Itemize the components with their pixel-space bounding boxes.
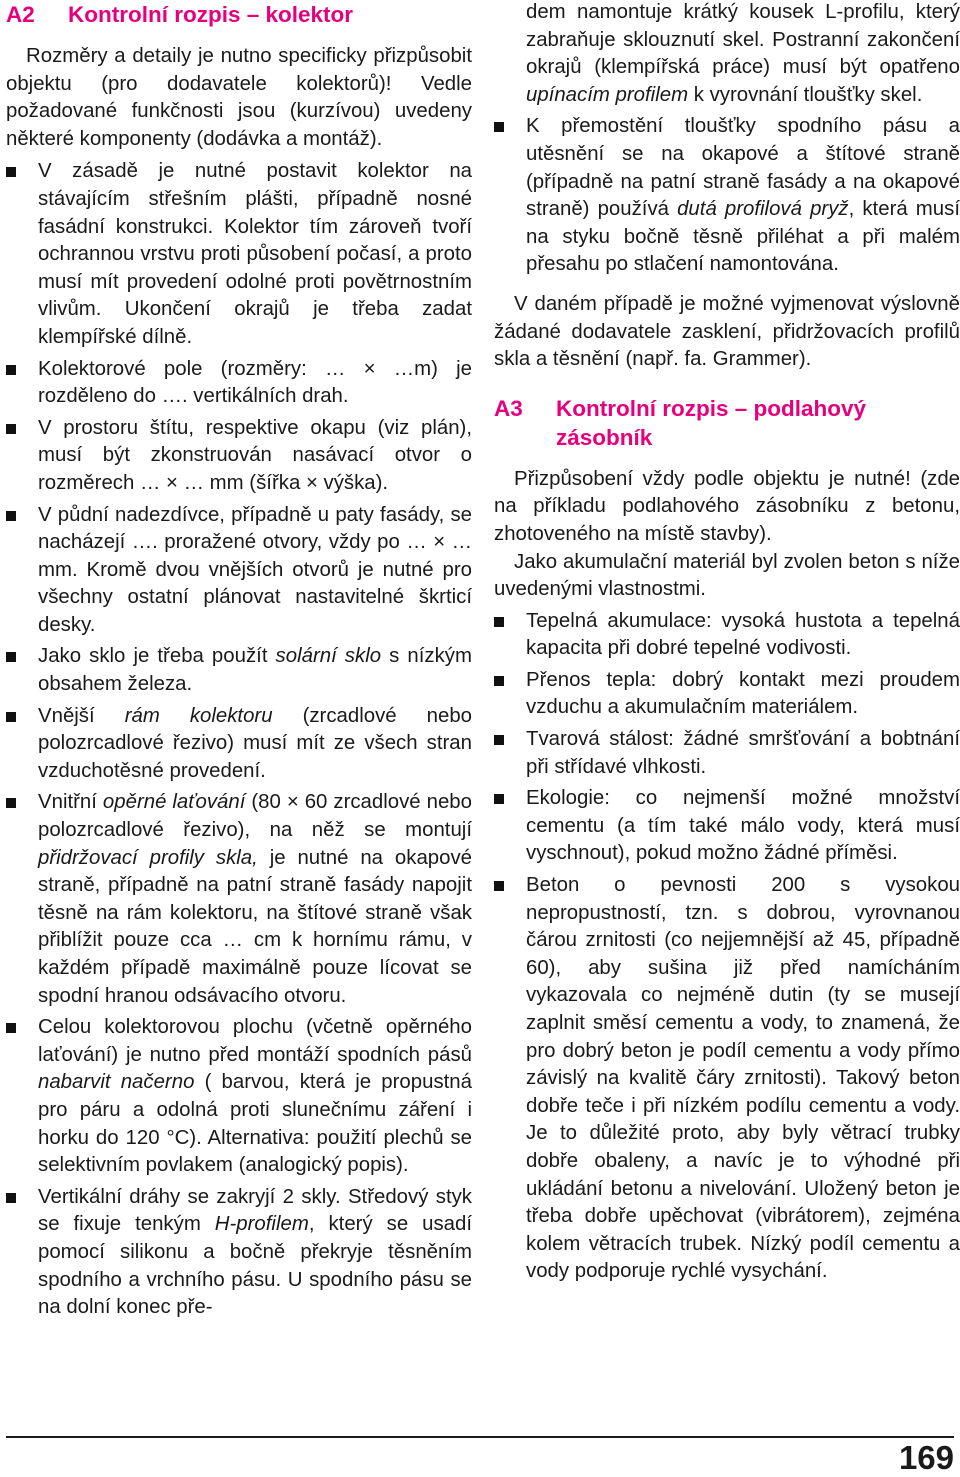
text-run: je nutné na okapové straně, případně na patní straně fasády napojit těsně na rám kolektoru, na štítové straně však přiblížit pouze cca … cm k hornímu rámu, v každém případě maximálně pouze lícovat se spodní hranou odsávacího otvoru.	[38, 846, 472, 1007]
list-item-text: Ekologie: co nejmenší možné množství cementu (a tím také málo vody, která musí vyschnout), pokud možno žádné příměsi.	[526, 787, 960, 865]
supplier-paragraph: V daném případě je možné vyjmenovat výslovně žádané dodavatele zasklení, přidržovacích profilů skla a těsnění (např. fa. Grammer).	[494, 292, 960, 371]
list-item-text	[38, 705, 472, 782]
italic-term: přidržovací profily skla,	[38, 846, 258, 869]
list-item-text: Beton o pevnosti 200 s vysokou nepropustností, tzn. s dobrou, vyrovnanou čárou zrnitosti (co nejjemnější až 45, případně 60), aby sušina již před namícháním vykazovala co nejméně dutin (ty se musejí zaplnit směsí cementu a vody, to znamená, že pro dobrý beton je podíl cementu a vody přímo závislý na kvalitě čáry zrnitosti). Takový beton dobře teče i při nízkém podílu cementu a vody. Je to důležité proto, aby byly větrací trubky dobře obaleny, a navíc je to výhodné při ukládání betonu a nivelování. Uložený beton je třeba dobře upěchovat (vibrátorem), zejména kolem větracích trubek. Nízký podíl cementu a vody podporuje rychlé vysychání.	[526, 874, 960, 1283]
list-item-text: Kolektorové pole (rozměry: … × …m) je rozděleno do …. vertikálních drah.	[38, 357, 472, 408]
text-run: Vnější	[38, 704, 125, 727]
square-bullet-icon	[6, 365, 16, 375]
square-bullet-icon	[6, 167, 16, 177]
text-run: dem namontuje krátký kousek L-profilu, který zabraňuje sklouznutí skel. Postranní zakončení okrajů (klempířská práce) musí být opatřeno	[526, 1, 960, 79]
footer-divider	[6, 1436, 954, 1438]
section-heading-a2	[6, 0, 472, 29]
a2-bullet-list	[6, 158, 472, 1321]
text-run: (zrcadlové nebo polozrcadlové řezivo) musí mít ze všech stran vzduchotěsné provedení.	[38, 704, 472, 782]
text-run: K přemostění tloušťky spodního pásu a utěsnění se na okapové a štítové straně (případně na patní straně fasády a na okapové straně) používá	[526, 115, 960, 221]
section-heading-a3	[494, 394, 960, 452]
text-run: s nízkým obsahem železa.	[38, 645, 472, 696]
list-item-text	[38, 1186, 472, 1318]
intro-paragraph: Jako akumulační materiál byl zvolen beton s níže uvedenými vlastnostmi.	[494, 550, 960, 601]
square-bullet-icon	[6, 712, 16, 722]
text-run: , který se usadí pomocí silikonu a bočně překryje těsněním spodního a vrchního pásu. U spodního pásu se na dolní konec pře-	[38, 1213, 473, 1319]
italic-term: H-profilem	[214, 1213, 309, 1236]
a2-bullet-list-continued	[494, 113, 960, 279]
list-item	[6, 703, 472, 786]
section-title: Kontrolní rozpis – podlahový zásobník	[556, 395, 867, 450]
list-item-text: V prostoru štítu, respektive okapu (viz plán), musí být zkonstruován nasávací otvor o rozměrech … × … mm (šířka × výška).	[38, 416, 472, 494]
intro-paragraph: Rozměry a detaily je nutno specificky přizpůsobit objektu (pro dodavatele kolektorů)! Vedle požadované funkčnosti jsou (kurzívou) uvedeny některé komponenty (dodávka a montáž).	[6, 45, 472, 150]
list-item	[6, 789, 472, 1010]
list-item	[6, 1184, 472, 1322]
text-run: ( barvou, která je propustná pro páru a odolná proti slunečnímu záření i horku do 120 °C). Alternativa: použití plechů se selektivním povlakem (analogický popis).	[38, 1071, 472, 1177]
right-column	[494, 0, 960, 1290]
list-item	[494, 113, 960, 279]
page-number: 169	[898, 1439, 954, 1476]
text-run: Vnitřní	[38, 791, 103, 814]
list-item	[6, 356, 472, 411]
italic-term: nabarvit načerno	[38, 1071, 195, 1094]
square-bullet-icon	[6, 798, 16, 808]
list-item-text	[38, 645, 472, 695]
section-number: A3	[494, 395, 523, 421]
text-run: Vertikální dráhy se zakryjí 2 skly. Středový styk se fixuje tenkým	[38, 1185, 472, 1236]
section-number: A2	[6, 2, 35, 27]
square-bullet-icon	[494, 122, 504, 132]
square-bullet-icon	[494, 794, 504, 804]
italic-term: upínacím profilem	[526, 83, 689, 106]
list-item-text: Přenos tepla: dobrý kontakt mezi proudem vzduchu a akumulačním materiálem.	[526, 668, 960, 719]
square-bullet-icon	[494, 881, 504, 891]
list-item	[6, 643, 472, 698]
square-bullet-icon	[6, 1023, 16, 1033]
list-item-text: Tepelná akumulace: vysoká hustota a tepelná kapacita při dobré tepelné vodivosti.	[526, 609, 960, 660]
list-item-text: V půdní nadezdívce, případně u paty fasády, se nacházejí …. proražené otvory, vždy po … × … mm. Kromě dvou vnějších otvorů je nutné pro všechny ostatní plánovat nastavitelné škrticí desky.	[38, 503, 472, 636]
left-column	[6, 0, 472, 1326]
intro-paragraph: Přizpůsobení vždy podle objektu je nutné! (zde na příkladu podlahového zásobníku z betonu, zhotoveného na místě stavby).	[494, 467, 960, 545]
list-item	[6, 158, 472, 351]
square-bullet-icon	[494, 735, 504, 745]
list-item	[494, 726, 960, 781]
text-run: , která musí na styku bočně těsně přiléhat a při malém přesahu po stlačení namontována.	[526, 198, 960, 276]
text-run: k vyrovnání tloušťky skel.	[688, 83, 923, 106]
list-item-text	[38, 791, 472, 1006]
list-item-continuation	[494, 0, 960, 109]
italic-term: opěrné laťování	[102, 791, 246, 814]
text-run: (80 × 60 zrcadlové nebo polozrcadlové řezivo), na něž se montují	[38, 791, 472, 842]
text-run: Celou kolektorovou plochu (včetně opěrného laťování) je nutno před montáží spodních pásů	[38, 1016, 472, 1066]
list-item	[494, 667, 960, 722]
square-bullet-icon	[6, 652, 16, 662]
square-bullet-icon	[6, 511, 16, 521]
list-item	[6, 415, 472, 498]
list-item	[6, 502, 472, 640]
text-run: Jako sklo je třeba použít	[38, 645, 276, 668]
list-item	[494, 872, 960, 1286]
list-item-text	[38, 1016, 472, 1176]
list-item-text	[526, 115, 960, 275]
section-title: Kontrolní rozpis – kolektor	[68, 2, 354, 27]
italic-term: solární sklo	[275, 645, 382, 668]
list-item-text: V zásadě je nutné postavit kolektor na stávajícím střešním plášti, případně nosné fasádní konstrukci. Kolektor tím zároveň tvoří ochrannou vrstvu proti působení počasí, a proto musí mít provedení odolné proti povětrnostním vlivům. Ukončení okrajů je třeba zadat klempířské dílně.	[38, 160, 472, 348]
square-bullet-icon	[6, 424, 16, 434]
a3-bullet-list	[494, 608, 960, 1286]
list-item	[494, 785, 960, 868]
square-bullet-icon	[6, 1193, 16, 1203]
list-item	[494, 608, 960, 663]
italic-term: dutá profilová pryž	[677, 198, 849, 221]
list-item	[6, 1014, 472, 1180]
square-bullet-icon	[494, 676, 504, 686]
italic-term: rám kolektoru	[124, 704, 273, 727]
square-bullet-icon	[494, 617, 504, 627]
list-item-text: Tvarová stálost: žádné smršťování a bobtnání při střídavé vlhkosti.	[526, 728, 960, 778]
